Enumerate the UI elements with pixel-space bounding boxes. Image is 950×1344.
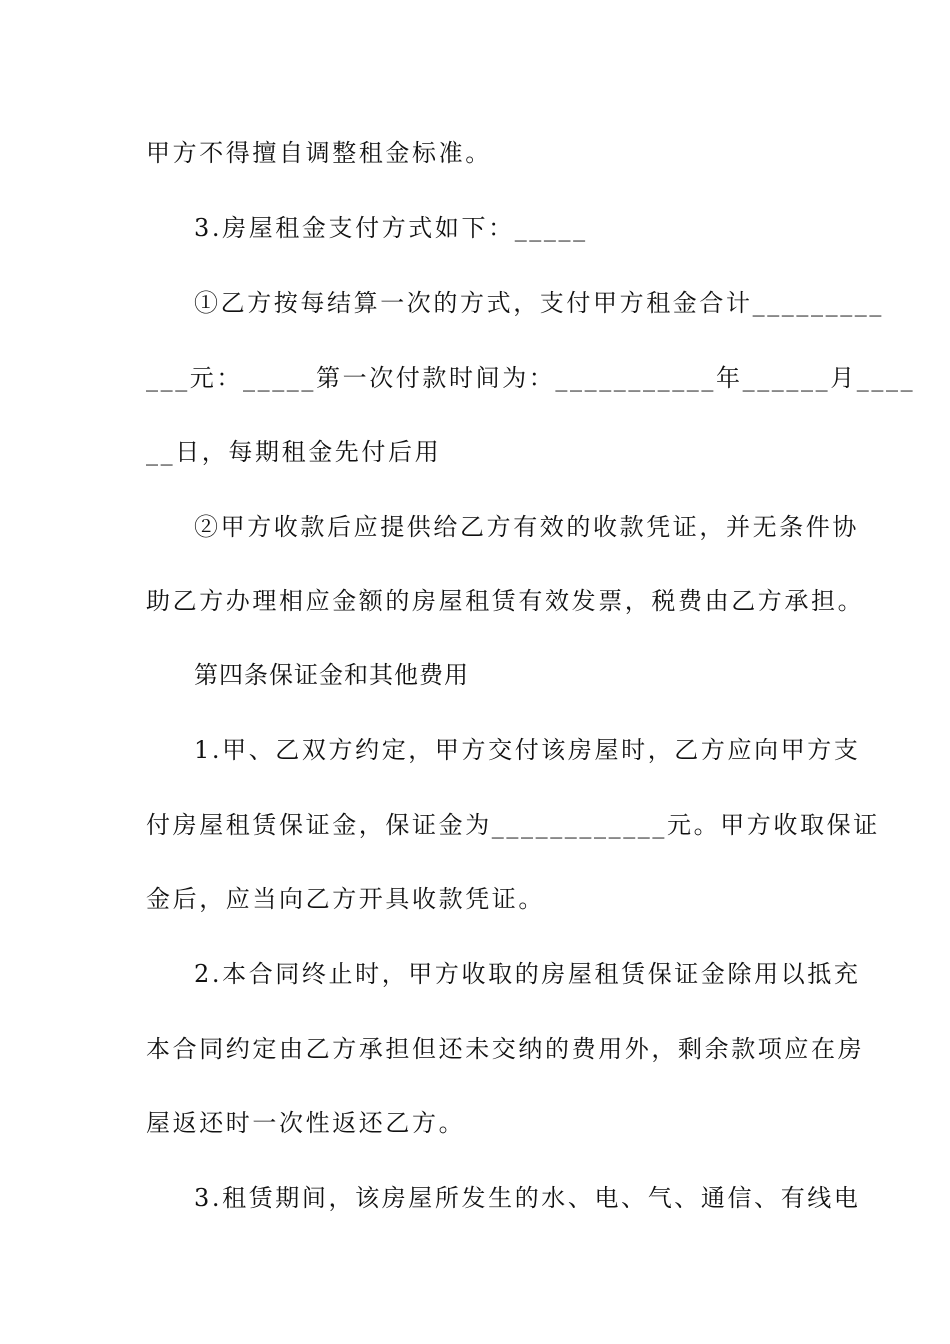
text-line: 3.房屋租金支付方式如下：_____ — [194, 214, 588, 242]
text-line: 甲方不得擅自调整租金标准。 — [146, 139, 492, 167]
text-line: ___元：_____第一次付款时间为：___________年______月____ — [146, 364, 916, 392]
section-heading: 第四条保证金和其他费用 — [194, 661, 469, 689]
text-line: ①乙方按每结算一次的方式，支付甲方租金合计_________ — [194, 289, 884, 317]
text-line: 2.本合同终止时，甲方收取的房屋租赁保证金除用以抵充 — [194, 960, 861, 988]
text-line: 屋返还时一次性返还乙方。 — [146, 1109, 466, 1137]
text-line: 付房屋租赁保证金，保证金为____________元。甲方收取保证 — [146, 811, 880, 839]
text-line: __日，每期租金先付后用 — [146, 438, 442, 466]
text-line: 1.甲、乙双方约定，甲方交付该房屋时，乙方应向甲方支 — [194, 736, 861, 764]
text-line: 本合同约定由乙方承担但还未交纳的费用外，剩余款项应在房 — [146, 1035, 865, 1063]
text-line: 金后，应当向乙方开具收款凭证。 — [146, 885, 545, 913]
text-line: 3.租赁期间，该房屋所发生的水、电、气、通信、有线电 — [194, 1184, 861, 1212]
text-line: ②甲方收款后应提供给乙方有效的收款凭证，并无条件协 — [194, 513, 859, 541]
text-line: 助乙方办理相应金额的房屋租赁有效发票，税费由乙方承担。 — [146, 587, 865, 615]
